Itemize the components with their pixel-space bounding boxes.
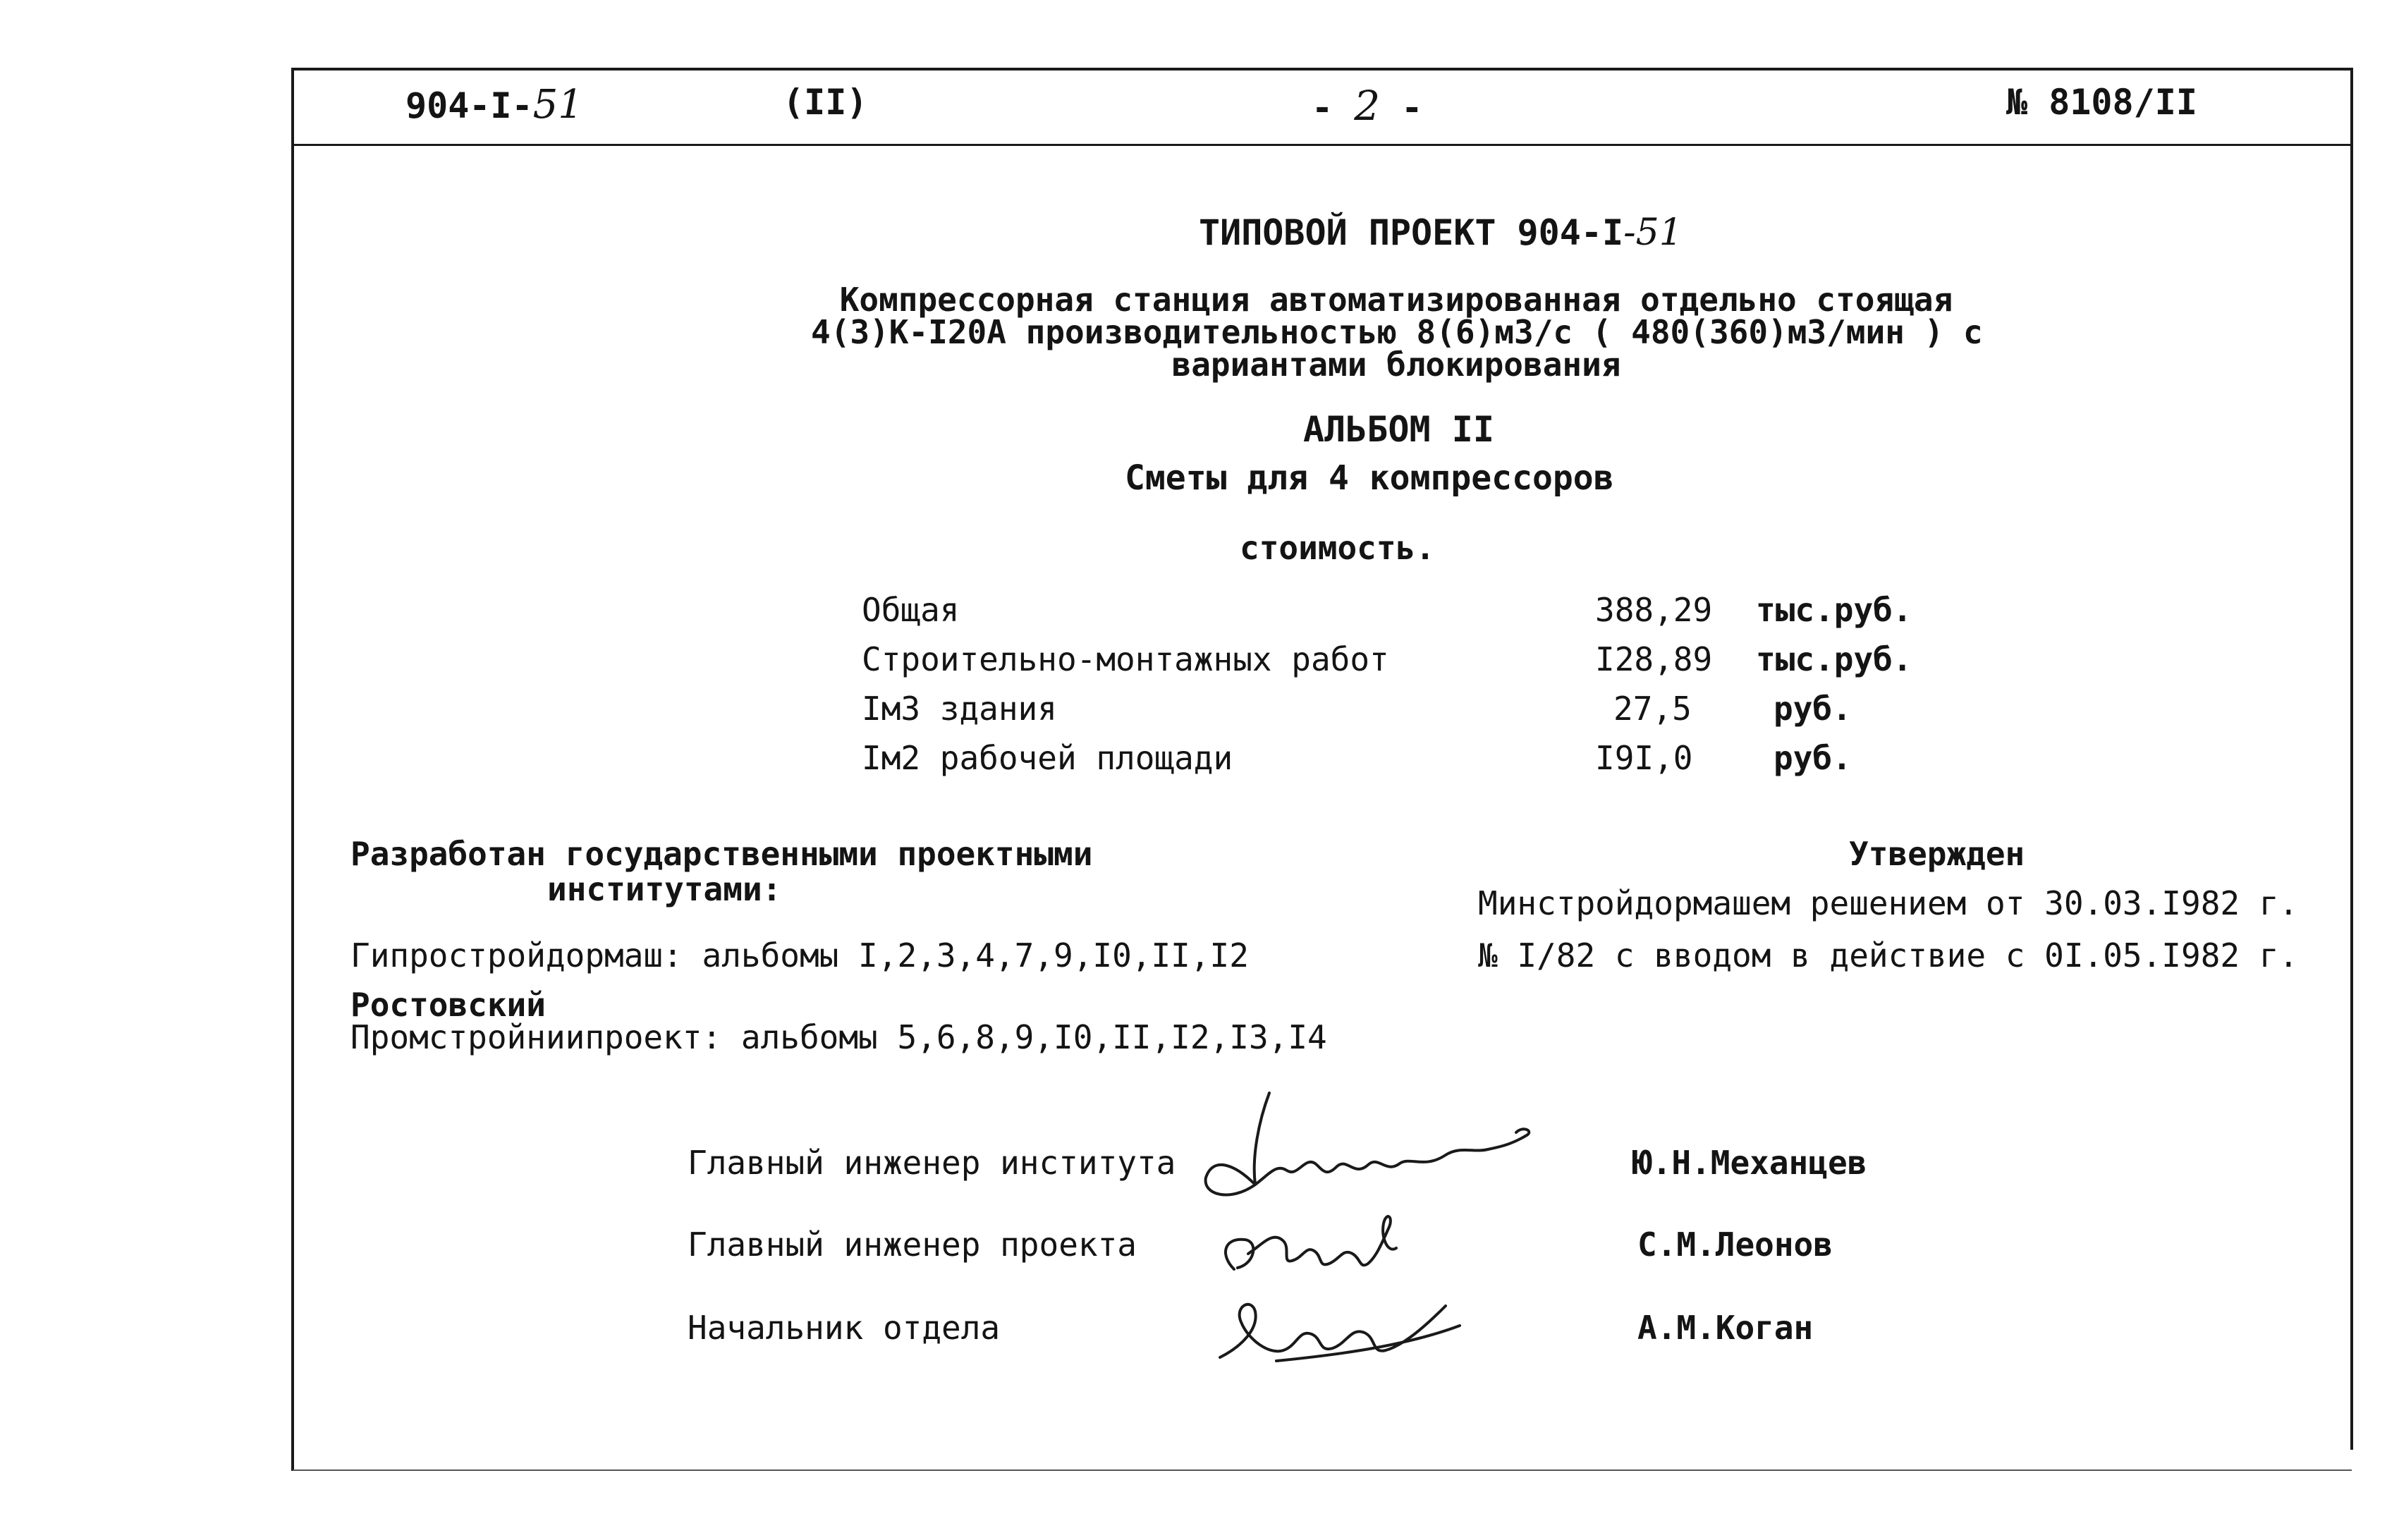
cost-label: Iм3 здания: [862, 690, 1057, 728]
series-handwritten: 51: [532, 82, 583, 128]
inventory-number: № 8108/II: [2006, 82, 2197, 123]
page-dash-right: -: [1401, 87, 1423, 128]
page-number: [1312, 82, 1422, 130]
series-code: [405, 82, 583, 128]
cost-unit: руб.: [1774, 739, 1852, 777]
developed-by-line-1: Разработан государственными проектными: [350, 835, 1093, 873]
signature-mark-2: [1226, 1216, 1396, 1269]
page-dash-left: -: [1312, 87, 1333, 128]
costs-heading: стоимость.: [1240, 529, 1435, 567]
signature-name: Ю.Н.Механцев: [1632, 1144, 1867, 1182]
developer-org-1: Гипростройдормаш: альбомы I,2,3,4,7,9,I0,II,I2: [350, 936, 1249, 974]
signature-role: Главный инженер проекта: [688, 1226, 1137, 1264]
frame-bottom-line: [293, 1469, 2352, 1471]
description-line-3: вариантами блокирования: [1171, 346, 1621, 384]
album-roman: (II): [783, 82, 868, 123]
cost-value: 27,5: [1613, 690, 1692, 728]
project-title-prefix: ТИПОВОЙ ПРОЕКТ 904-I: [1199, 212, 1624, 253]
approval-line-1: Минстройдормашем решением от 30.03.I982 г.: [1478, 884, 2299, 922]
series-prefix: 904-I-: [405, 85, 533, 126]
handwritten-signatures: [1192, 1079, 1558, 1375]
cost-unit: тыс.руб.: [1756, 640, 1912, 678]
signature-mark-3: [1220, 1304, 1460, 1361]
signature-role: Главный инженер института: [688, 1144, 1176, 1182]
signature-name: А.М.Коган: [1637, 1309, 1814, 1347]
description-line-1: Компрессорная станция автоматизированная отдельно стоящая: [839, 281, 1953, 319]
frame-left-line: [291, 68, 294, 1471]
cost-unit: руб.: [1774, 690, 1852, 728]
cost-label: Общая: [862, 591, 960, 629]
album-title: АЛЬБОМ II: [1303, 409, 1494, 450]
frame-right-line: [2350, 68, 2353, 1450]
cost-value: I28,89: [1595, 640, 1713, 678]
cost-value: I9I,0: [1595, 739, 1693, 777]
page-handwritten: 2: [1354, 82, 1381, 130]
frame-header-divider: [293, 144, 2352, 146]
cost-value: 388,29: [1595, 591, 1713, 629]
developer-org-2-line-2: Промстройниипроект: альбомы 5,6,8,9,I0,II,I2,I3,I4: [350, 1018, 1327, 1056]
cost-unit: тыс.руб.: [1756, 591, 1912, 629]
approval-line-2: № I/82 с вводом в действие с 0I.05.I982 г.: [1478, 936, 2299, 974]
estimates-subtitle: Сметы для 4 компрессоров: [1125, 458, 1614, 498]
frame-top-line: [293, 68, 2352, 71]
developer-org-2-line-1: Ростовский: [350, 986, 546, 1024]
signature-role: Начальник отдела: [688, 1309, 1001, 1347]
developed-by-line-2: институтами:: [547, 870, 782, 908]
signature-name: С.М.Леонов: [1637, 1226, 1833, 1264]
project-title-handwritten: -51: [1623, 212, 1683, 254]
project-title: [1199, 212, 1683, 254]
project-description: [811, 281, 1983, 384]
cost-label: Строительно-монтажных работ: [862, 640, 1389, 678]
cost-label: Iм2 рабочей площади: [862, 739, 1233, 777]
signature-mark-1: [1206, 1093, 1530, 1194]
approval-heading: Утвержден: [1849, 835, 2025, 873]
description-line-2: 4(3)К-I20А производительностью 8(6)м3/с ( 480(360)м3/мин ) с: [811, 313, 1983, 351]
